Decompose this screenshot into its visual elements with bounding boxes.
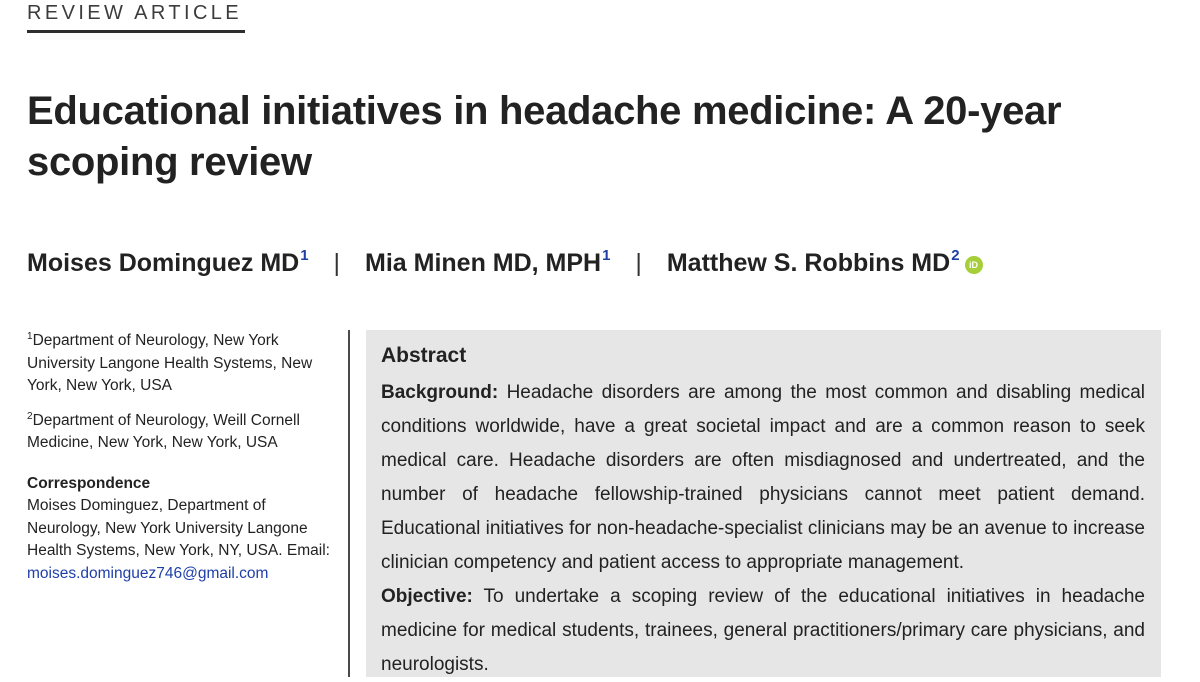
affiliation-marker[interactable]: 1 — [602, 247, 611, 264]
affiliation-marker[interactable]: 1 — [300, 247, 309, 264]
affiliation-text: Department of Neurology, Weill Cornell Medicine, New York, New York, USA — [27, 411, 300, 451]
affiliation-text: Department of Neurology, New York University Langone Health Systems, New York, New York, USA — [27, 332, 313, 394]
correspondence-heading: Correspondence — [27, 474, 151, 492]
background-label: Background: — [381, 382, 499, 403]
author-separator: | — [333, 249, 341, 277]
article-type-underline — [27, 30, 245, 33]
email-link[interactable]: moises.dominguez746@gmail.com — [27, 564, 269, 582]
affiliations-column — [27, 326, 337, 585]
article-title: Educational initiatives in headache medicine: A 20-year scoping review — [27, 89, 1062, 184]
author-name[interactable]: Mia Minen MD, MPH — [365, 249, 602, 277]
abstract-background — [381, 376, 1145, 580]
affiliation-number: 1 — [27, 331, 33, 342]
author-separator: | — [635, 249, 642, 277]
objective-label: Objective: — [381, 586, 473, 607]
author-list — [27, 236, 983, 283]
abstract-objective — [381, 580, 1145, 682]
abstract-heading: Abstract — [381, 344, 467, 367]
author-name[interactable]: Moises Dominguez MD — [27, 249, 300, 277]
objective-text: To undertake a scoping review of the educational initiatives in headache medicine for medical students, trainees, general practitioners/primary care physicians, and neurologists. — [381, 586, 1145, 675]
orcid-icon[interactable]: iD — [965, 256, 983, 274]
correspondence-text — [27, 495, 337, 585]
affiliation-number: 2 — [27, 410, 33, 422]
column-divider — [348, 330, 350, 677]
background-text: Headache disorders are among the most common and disabling medical conditions worldwide, have a great societal impact and are a common reason to seek medical care. Headache disorders are often misdiagnosed and undertreated, and the number of headache fellowship-trained physicians cannot meet patient demand. Educational initiatives for non-headache-specialist clinicians may be an avenue to increase clinician competency and patient access to appropriate management. — [381, 382, 1145, 573]
affiliation-item — [27, 326, 337, 398]
article-type-label: REVIEW ARTICLE — [27, 2, 243, 24]
email-label: Email: — [286, 542, 330, 559]
affiliation-item — [27, 406, 337, 455]
author-name[interactable]: Matthew S. Robbins MD — [666, 249, 951, 277]
abstract-box — [366, 330, 1161, 677]
affiliation-marker[interactable]: 2 — [951, 247, 960, 264]
correspondence-address: Moises Dominguez, Department of Neurology, New York University Langone Health Systems, New York, NY, USA. — [27, 497, 308, 559]
